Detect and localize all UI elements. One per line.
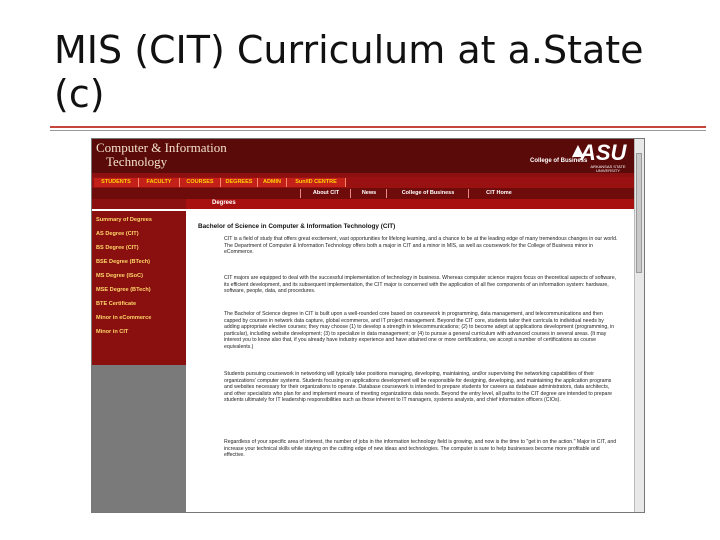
sidebar-item-bs-degree[interactable]: BS Degree (CIT) <box>96 245 139 251</box>
site-banner <box>92 139 635 173</box>
sub-navigation <box>92 188 635 199</box>
subnav-about-cit[interactable]: About CIT <box>300 189 351 198</box>
paragraph-degree: The Bachelor of Science degree in CIT is built upon a well-rounded core based on coursework in programming, data management, and telecommunications and then capped by courses in network data capture, global ecommerce, and IT project management. Beyond the CIT core, students tailor their curricula to individual needs by adding appropriate elective courses; they may choose (1) to develop a strength in telecommunications; (2) to become adept at applications development (programming, in particular), including website development; (3) to specialize in data management; or (4) to pursue a general curriculum with advanced courses in several areas. (It may interest you to know also that, if you already have industry experience and have attained one or more certifications, we accept a number of certifications as course equivalents.) <box>224 311 615 350</box>
paragraph-careers: Students pursuing coursework in networking will typically take positions managing, developing, maintaining, and/or supervising the networking capabilities of their organizations' computer systems. Students focusing on applications development will be responsible for designing, developing, and maintaining the application programs and websites necessary for their organizations to operate. Database coursework is intended to prepare students for careers as database administrators, data architects, and other specialists who plan for and implement means of meeting organizations data needs. Beyond the entry level, all paths to the CIT degree are intended to prepare students ultimately for IT leadership responsibilities such as those inherent to IT managers, systems analysts, and chief information officers (CIOs). <box>224 371 613 404</box>
tab-admin[interactable]: ADMIN <box>258 178 287 187</box>
cit-website <box>92 139 635 512</box>
sidebar-item-minor-cit[interactable]: Minor in CIT <box>96 329 129 335</box>
cit-logo[interactable] <box>96 141 227 169</box>
college-label[interactable]: College of Business <box>530 158 588 164</box>
subnav-news[interactable]: News <box>350 189 387 198</box>
section-strip <box>186 199 635 209</box>
main-content <box>186 211 635 512</box>
subnav-cit-home[interactable]: CIT Home <box>468 189 529 198</box>
scrollbar-thumb[interactable] <box>636 153 642 273</box>
tab-faculty[interactable]: FACULTY <box>139 178 180 187</box>
subnav-college-of-business[interactable]: College of Business <box>386 189 469 198</box>
sidebar-item-certificate[interactable]: BTE Certificate <box>96 301 137 307</box>
tab-degrees[interactable]: DEGREES <box>221 178 258 187</box>
title-divider-red <box>50 126 706 128</box>
sidebar-filler <box>92 365 186 512</box>
paragraph-intro: CIT is a field of study that offers great excitement, vast opportunities for lifelong learning, and a chance to be at the leading edge of many tremendous changes in our world. The Department of Computer & Information Technology offers both a major in CIT and a minor in MIS, as well as coursework for the College of Business minor in eCommerce. <box>224 236 618 256</box>
title-divider-gray <box>50 130 706 131</box>
tab-sunid-centre[interactable]: Sun/ID CENTRE <box>287 178 346 187</box>
sidebar <box>92 211 186 512</box>
asu-subtitle: ARKANSAS STATE UNIVERSITY <box>590 164 626 173</box>
asu-logo[interactable]: ASU <box>580 140 627 165</box>
tab-courses[interactable]: COURSES <box>180 178 221 187</box>
tab-students[interactable]: STUDENTS <box>94 178 139 187</box>
sidebar-item-summary[interactable]: Summary of Degrees <box>96 217 152 223</box>
sidebar-item-bse-degree[interactable]: BSE Degree (BTech) <box>96 259 150 265</box>
content-heading: Bachelor of Science in Computer & Information Technology (CIT) <box>198 223 396 230</box>
sidebar-item-ms-degree[interactable]: MS Degree (ISoC) <box>96 273 143 279</box>
vertical-scrollbar[interactable] <box>634 139 644 512</box>
website-screenshot <box>91 138 645 513</box>
sidebar-item-mse-degree[interactable]: MSE Degree (BTech) <box>96 287 151 293</box>
paragraph-majors: CIT majors are equipped to deal with the successful implementation of technology in business. Whereas computer science majors focus on theoretical aspects of software, its efficient development, and its subsequent implementation, the CIT major is concerned with the application of all five components of an information system: hardware, software, people, data, and procedures. <box>224 275 617 295</box>
slide-title: MIS (CIT) Curriculum at a.State (c) <box>54 28 644 116</box>
paragraph-closing: Regardless of your specific area of interest, the number of jobs in the information technology field is growing, and now is the time to "get in on the action." Major in CIT, and increase your technical skills while staying on the cutting edge of new ideas and technologies. The computer is sure to help businesses become more profitable and effective. <box>224 439 617 459</box>
logo-line-1: Computer & Information <box>96 140 227 155</box>
logo-line-2: Technology <box>106 154 168 169</box>
section-label: Degrees <box>212 200 236 206</box>
sidebar-item-minor-ecommerce[interactable]: Minor in eCommerce <box>96 315 152 321</box>
main-tab-bar <box>92 177 635 188</box>
sidebar-item-as-degree[interactable]: AS Degree (CIT) <box>96 231 139 237</box>
